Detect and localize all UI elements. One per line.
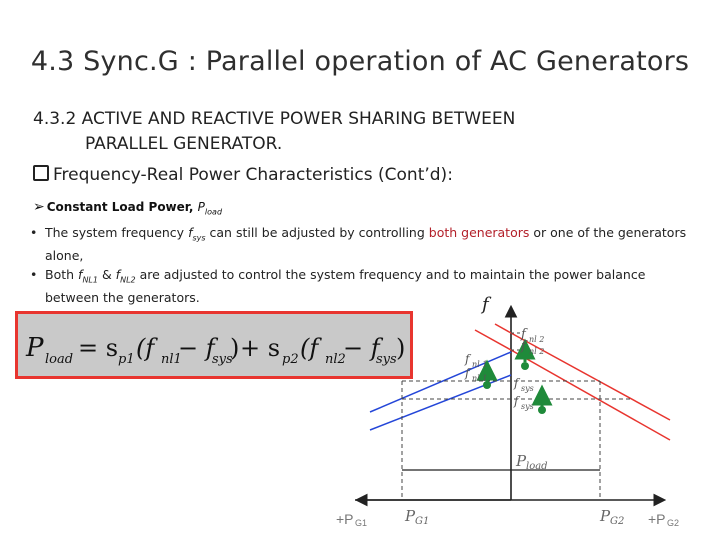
bullet-2-amp: & — [97, 267, 116, 282]
eq-lhs: P — [26, 333, 44, 363]
eq-term1-open: (f — [136, 334, 155, 362]
pg1-axis-label: +P — [336, 511, 354, 527]
eq-lhs-sub: load — [45, 352, 74, 367]
pg2-axis-label: +P — [648, 511, 666, 527]
fsys-prime-sub: sys — [521, 384, 534, 393]
eq-sp2-sub: p2 — [282, 352, 299, 367]
section-heading — [33, 107, 515, 157]
bullet-1-text — [30, 224, 690, 264]
eq-minus-f-2: − f — [343, 334, 380, 362]
pg1-label: P — [405, 507, 416, 525]
gen2-line-old-ext — [475, 330, 511, 350]
eq-plus-s: + s — [240, 334, 281, 362]
bullet-1-part-b: can still be adjusted by controlling — [205, 225, 429, 240]
fnl1-prime-sub: nl 1 — [472, 360, 488, 369]
pg1-sub: G1 — [415, 516, 430, 527]
bullet-2-part-a: Both — [45, 267, 79, 282]
question-heading: Frequency-Real Power Characteristics (Cont’d): — [53, 165, 453, 185]
bullet-1-highlight: both generators — [428, 225, 530, 240]
pg2-axis-sub: G2 — [667, 518, 680, 528]
eq-fsys-sub-1: sys — [212, 352, 233, 367]
bullet-dot-icon: • — [30, 225, 38, 240]
frequency-power-diagram — [330, 290, 700, 535]
gen2-line-new-ext — [495, 324, 511, 333]
eq-fnl2-sub: nl2 — [325, 352, 346, 367]
bullet-dot-icon: • — [30, 267, 38, 282]
pload-label: P — [516, 452, 527, 470]
bullet-1-part-a: The system frequency — [45, 225, 189, 240]
pload-sub: load — [526, 461, 548, 472]
pg1-axis-sub: G1 — [355, 518, 368, 528]
bullet-2-var1: f — [78, 267, 83, 282]
fnl2-prime-sub: nl 2 — [529, 335, 545, 344]
arrow-item — [33, 199, 222, 216]
arrow-item-sub: load — [204, 207, 223, 217]
fnl2-prime-label: f — [521, 327, 526, 342]
fnl2-sub: nl 2 — [529, 347, 545, 356]
green-arrow-3 — [538, 395, 546, 414]
slide-title: 4.3 Sync.G : Parallel operation of AC Generators — [30, 46, 690, 77]
question-heading-row — [33, 165, 453, 185]
section-heading-line1: 4.3.2 ACTIVE AND REACTIVE POWER SHARING BETWEEN — [33, 109, 516, 129]
section-heading-line2: PARALLEL GENERATOR. — [85, 134, 283, 154]
bullet-item-1 — [30, 224, 690, 264]
eq-close-2: ) — [396, 334, 406, 362]
arrow-item-var: P — [197, 200, 205, 214]
arrow-bullet-icon: ➢ — [33, 199, 45, 215]
pg2-label: P — [600, 507, 611, 525]
eq-equals-s: = s — [78, 334, 119, 362]
eq-minus-f-1: − f — [178, 334, 215, 362]
eq-term2-open: (f — [300, 334, 319, 362]
bullet-2-sub1: NL1 — [82, 275, 98, 285]
f-axis-label: f — [482, 294, 489, 315]
fsys-label: f — [514, 394, 519, 408]
pg2-sub: G2 — [610, 516, 625, 527]
fsys-sub: sys — [521, 402, 534, 411]
fsys-prime-label: f — [514, 376, 519, 390]
eq-fnl1-sub: nl1 — [161, 352, 182, 367]
bullet-2-sub2: NL2 — [120, 275, 136, 285]
bullet-2-part-b: are adjusted to control the system frequency and to maintain the power balance between the generators. — [45, 267, 646, 305]
bullet-1-part-c: or one of the generators alone, — [45, 225, 687, 263]
fnl1-label: f — [465, 366, 470, 380]
fnl2-label: f — [521, 339, 526, 354]
gen2-line-old — [511, 350, 670, 440]
eq-fsys-sub-2: sys — [376, 352, 397, 367]
bullet-2-var2: f — [115, 267, 121, 282]
eq-sp1-sub: p1 — [118, 352, 135, 367]
fnl1-sub: nl 1 — [472, 374, 488, 383]
bullet-1-var: f — [188, 225, 193, 240]
eq-close-1: ) — [230, 334, 240, 362]
fnl1-prime-label: f — [465, 352, 470, 366]
checkbox-bullet-icon — [33, 165, 49, 181]
bullet-1-sub: sys — [192, 233, 206, 243]
arrow-item-label: Constant Load Power, — [46, 200, 198, 214]
